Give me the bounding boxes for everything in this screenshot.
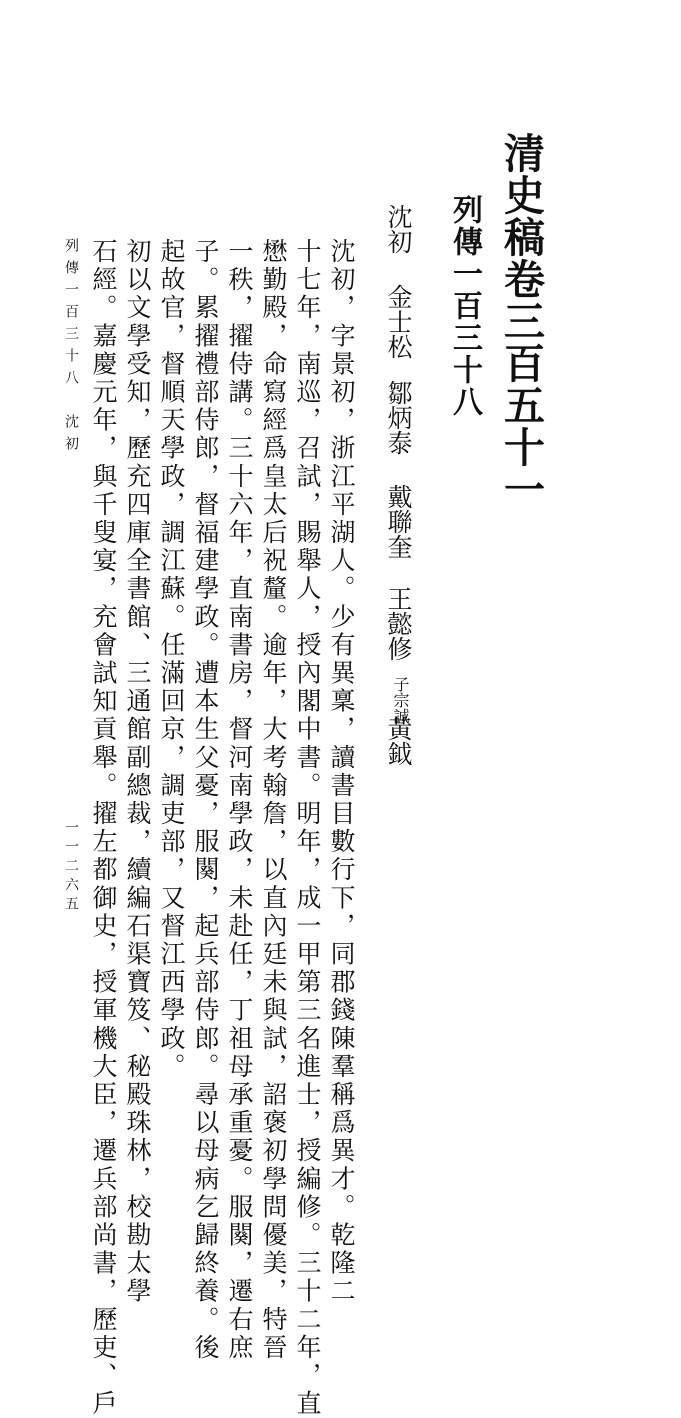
- body-column-4: 一秩，擢侍講。三十六年，直南書房，督河南學政，未赴任，丁祖母承重憂。服闋，遷右庶: [225, 238, 254, 1362]
- body-column-6: 起故官，督順天學政，調江蘇。任滿回京，調吏部，又督江西學政。: [157, 238, 186, 1081]
- body-column-2: 十七年，南巡，召試，賜舉人，授內閣中書。明年，成一甲第三名進士，授編修。三十二年，直: [293, 238, 322, 1418]
- name-jin-shisong: 金士松: [384, 284, 413, 359]
- name-zi-zongcheng: 子宗誠: [391, 676, 410, 724]
- body-column-1: 沈初，字景初，浙江平湖人。少有異稟，讀書目數行下，同郡錢陳羣稱爲異才。乾隆二: [327, 238, 356, 1306]
- page-number: 一一二六五: [63, 820, 79, 915]
- name-shen-chu: 沈初: [384, 204, 413, 254]
- book-title: 清史稿卷三百五十一: [497, 132, 545, 510]
- name-zou-bingtai: 鄒炳泰: [384, 380, 413, 455]
- name-wang-yixiu: 王懿修: [384, 586, 413, 661]
- name-huang-yue: 黃鉞: [384, 716, 413, 766]
- name-dai-liankui: 戴聯奎: [384, 484, 413, 559]
- body-column-8: 石經。嘉慶元年，與千叟宴，充會試知貢舉。擢左都御史，授軍機大臣，遷兵部尚書，歷吏、戶: [89, 238, 118, 1418]
- biography-names: [386, 204, 426, 764]
- section-title: 列傳一百三十八: [447, 194, 482, 418]
- running-footer: 列傳一百三十八 沈初: [63, 238, 79, 458]
- body-column-5: 子。累擢禮部侍郎，督福建學政。遭本生父憂，服闋，起兵部侍郎。尋以母病乞歸終養。後: [191, 238, 220, 1362]
- body-column-3: 懋勤殿，命寫經爲皇太后祝釐。逾年，大考翰詹，以直內廷未與試，詔褒初學問優美，特晉: [259, 238, 288, 1362]
- body-column-7: 初以文學受知，歷充四庫全書館、三通館副總裁，續編石渠寶笈、秘殿珠林，校勘太學: [123, 238, 152, 1306]
